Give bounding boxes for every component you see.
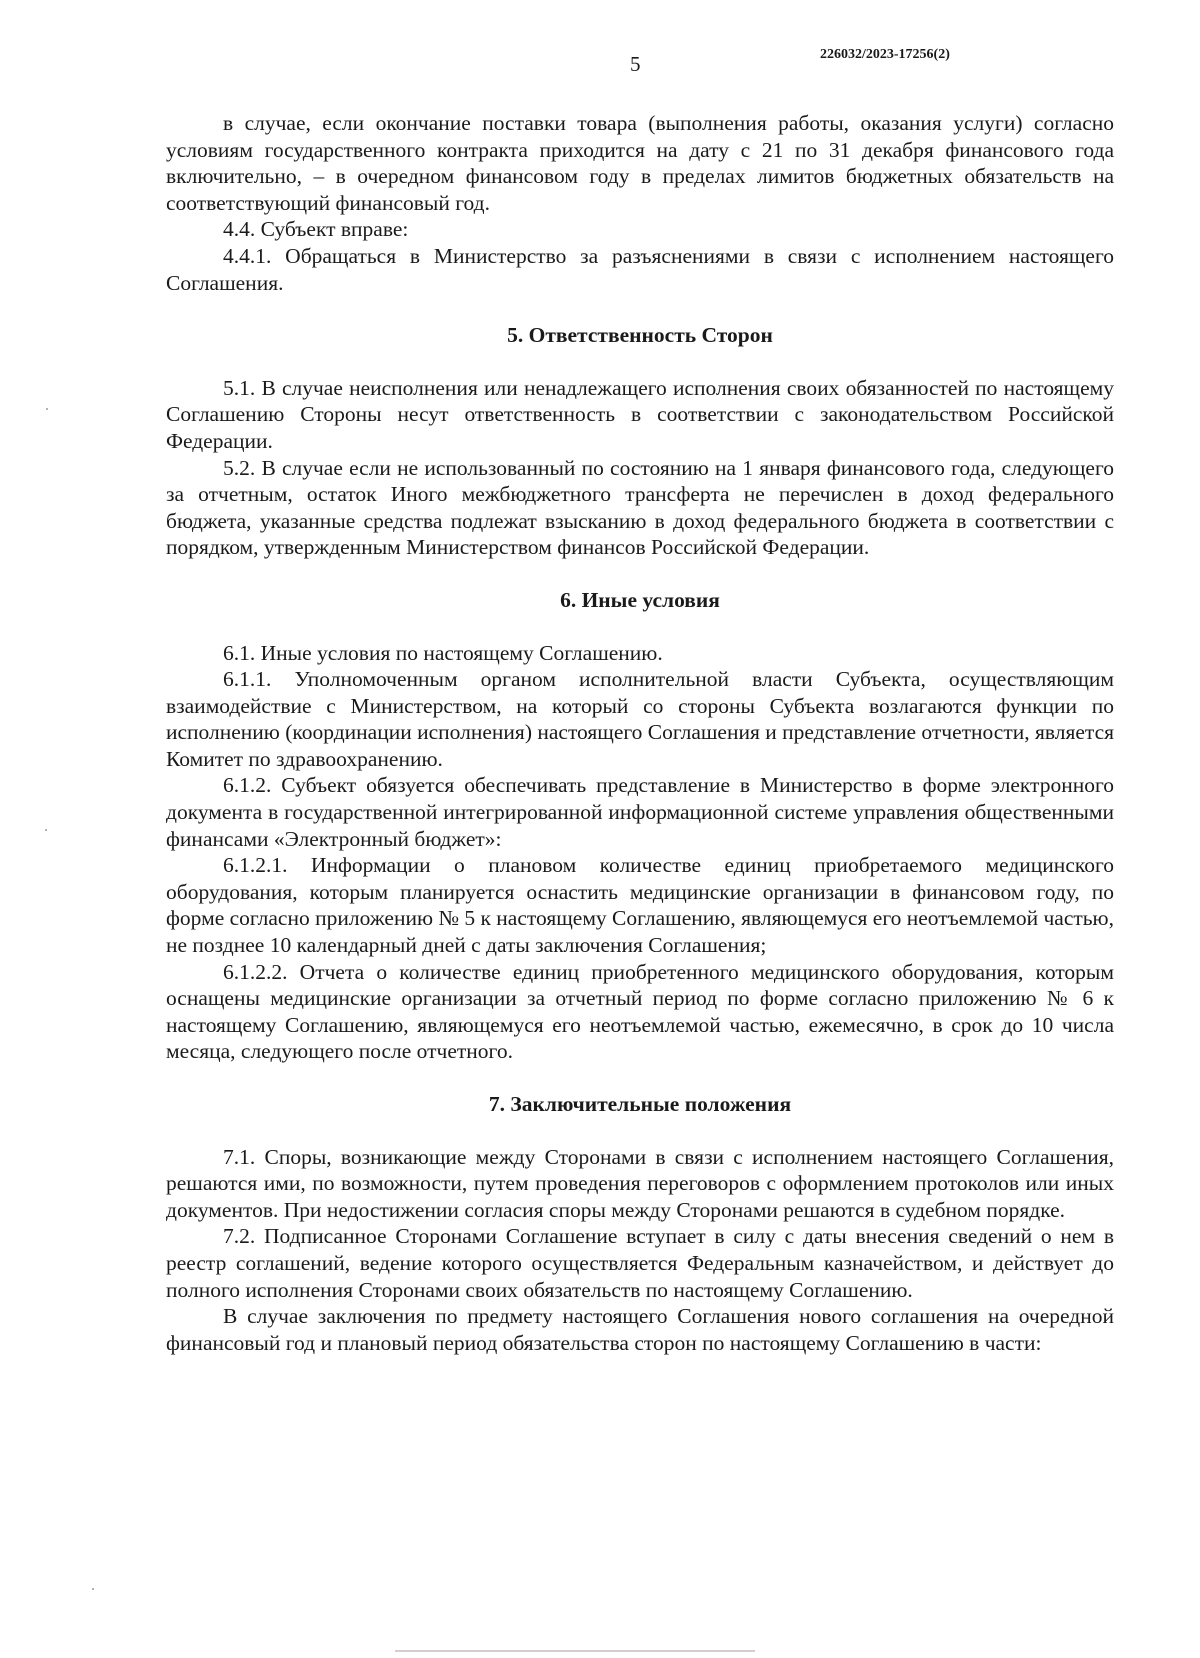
paragraph-continuation: в случае, если окончание поставки товара (выполнения работы, оказания услуги) согласно условиям государственного контракта приходится на дату с 21 по 31 декабря финансового года включительно, – в очередном финансовом году в пределах лимитов бюджетных обязательств на соответствующий финансовый год. (166, 111, 1114, 215)
scan-edge-line (395, 1650, 755, 1652)
document-id: 226032/2023-17256(2) (820, 47, 950, 62)
document-body (166, 110, 1114, 1356)
clause-6-1-2-2: 6.1.2.2. Отчета о количестве единиц приобретенного медицинского оборудования, которым оснащены медицинские организации за отчетный период по форме согласно приложению № 6 к настоящему Соглашению, являющемуся его неотъемлемой частью, ежемесячно, в срок до 10 числа месяца, следующего после отчетного. (166, 959, 1114, 1064)
section-heading-6: 6. Иные условия (560, 587, 720, 612)
clause-5-1: 5.1. В случае неисполнения или ненадлежащего исполнения своих обязанностей по настоящему Соглашению Стороны несут ответственность в соответствии с законодательством Российской Федерации. (166, 375, 1114, 453)
clause-7-2: 7.2. Подписанное Сторонами Соглашение вступает в силу с даты внесения сведений о нем в реестр соглашений, ведение которого осуществляется Федеральным казначейством, и действует до полного исполнения Сторонами своих обязательств по настоящему Соглашению. (166, 1224, 1114, 1302)
section-heading-7: 7. Заключительные положения (488, 1092, 792, 1116)
clause-4-4-1: 4.4.1. Обращаться в Министерство за разъяснениями в связи с исполнением настоящего Соглашения. (166, 243, 1114, 295)
section-heading-5: 5. Ответственность Сторон (507, 323, 773, 348)
scan-speck (92, 1588, 94, 1590)
clause-6-1-2-1: 6.1.2.1. Информации о плановом количестве единиц приобретаемого медицинского оборудования, которым планируется оснастить медицинские организации в финансовом году, по форме согласно приложению № 5 к настоящему Соглашению, являющемуся его неотъемлемой частью, не позднее 10 календарный дней с даты заключения Соглашения; (166, 853, 1114, 958)
clause-6-1-2: 6.1.2. Субъект обязуется обеспечивать представление в Министерство в форме электронного документа в государственной интегрированной информационной системе управления общественными финансами «Электронный бюджет»: (166, 773, 1114, 851)
clause-7-1: 7.1. Споры, возникающие между Сторонами в связи с исполнением настоящего Соглашения, решаются ими, по возможности, путем проведения переговоров с оформлением протоколов или иных документов. При недостижении согласия споры между Сторонами решаются в судебном порядке. (166, 1144, 1114, 1222)
scan-speck (46, 408, 48, 410)
clause-6-1-1: 6.1.1. Уполномоченным органом исполнительной власти Субъекта, осуществляющим взаимодействие с Министерством, на который со стороны Субъекта возлагаются функции по исполнению (координации исполнения) настоящего Соглашения и представление отчетности, является Комитет по здравоохранению. (166, 667, 1115, 771)
clause-6-1: 6.1. Иные условия по настоящему Соглашению. (223, 640, 663, 665)
scan-speck (45, 829, 47, 831)
page-number: 5 (630, 52, 641, 76)
paragraph-final: В случае заключения по предмету настоящего Соглашения нового соглашения на очередной финансовый год и плановый период обязательства сторон по настоящему Соглашению в части: (166, 1304, 1114, 1355)
clause-5-2: 5.2. В случае если не использованный по состоянию на 1 января финансового года, следующего за отчетным, остаток Иного межбюджетного трансферта не перечислен в доход федерального бюджета, указанные средства подлежат взысканию в доход федерального бюджета в соответствии с порядком, утвержденным Министерством финансов Российской Федерации. (166, 455, 1114, 560)
clause-4-4: 4.4. Субъект вправе: (223, 217, 409, 242)
